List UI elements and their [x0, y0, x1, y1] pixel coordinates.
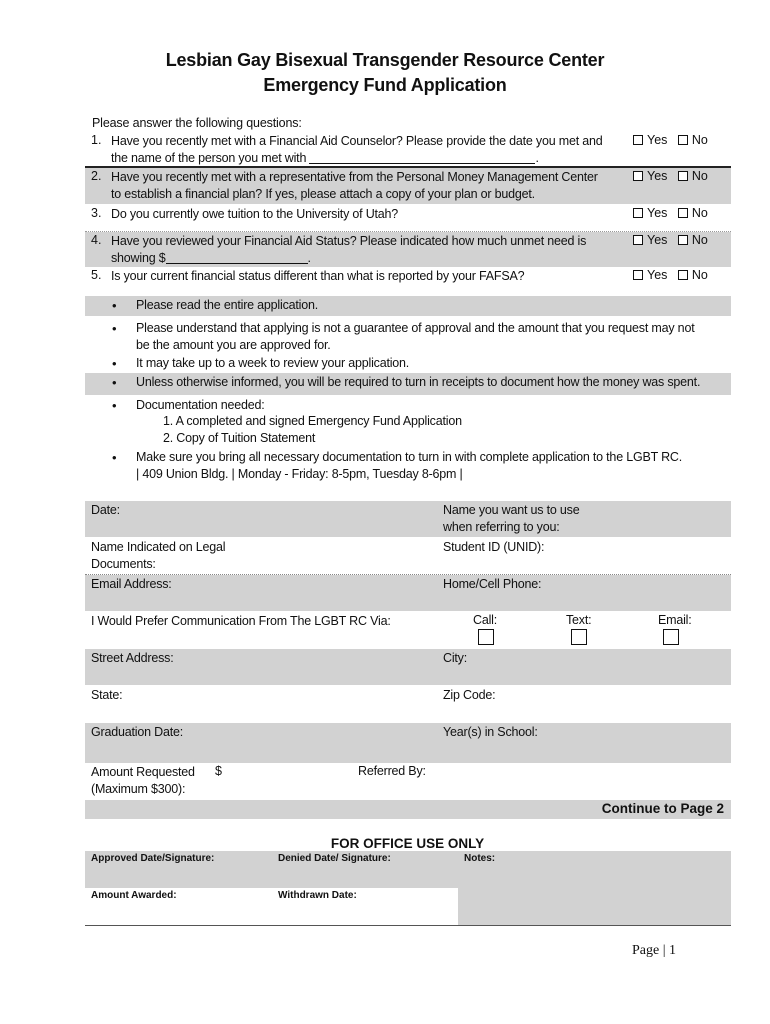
page-subtitle: Emergency Fund Application [263, 75, 507, 95]
question-text: Have you reviewed your Financial Aid Status? Please indicated how much unmet need is showing $ . [111, 234, 587, 265]
awarded-label: Amount Awarded: [91, 890, 177, 901]
yes-no-options: Yes No [633, 169, 708, 183]
date-label: Date: [91, 503, 120, 517]
student-id-label: Student ID (UNID): [443, 540, 545, 554]
question-text: Have you recently met with a representative from the Personal Money Management Center to establish a financial plan? If yes, please attach a copy of your plan or budget. [111, 170, 598, 201]
yes-checkbox[interactable] [633, 135, 643, 145]
question-text: Have you recently met with a Financial Aid Counselor? Please provide the date you met and the name of the person you met with . [111, 134, 603, 165]
zip-label: Zip Code: [443, 688, 496, 702]
question-3 [85, 205, 731, 232]
question-number: 2. [91, 169, 102, 183]
form-row-graduation [85, 723, 731, 763]
yes-no-options: Yes No [633, 233, 708, 247]
preferred-name-label: Name you want us to use when referring to you: [443, 503, 580, 534]
text-checkbox[interactable] [571, 629, 587, 645]
years-label: Year(s) in School: [443, 725, 538, 739]
instruction-item: • It may take up to a week to review your application. [112, 356, 410, 371]
instruction-item: • Please read the entire application. [85, 296, 731, 316]
form-row-state [85, 686, 731, 722]
amount-dollar-sign: $ [215, 764, 222, 778]
email-option-label: Email: [658, 613, 692, 627]
instruction-item: • Please understand that applying is not a guarantee of approval and the amount that you request may not be the amount you are approved for. [112, 321, 695, 352]
yes-checkbox[interactable] [633, 270, 643, 280]
page-title: Lesbian Gay Bisexual Transgender Resource Center [165, 50, 605, 70]
no-checkbox[interactable] [678, 270, 688, 280]
questions-intro: Please answer the following questions: [92, 116, 302, 130]
notes-label: Notes: [464, 853, 496, 864]
question-text: Do you currently owe tuition to the University of Utah? [111, 207, 399, 221]
legal-name-label: Name Indicated on Legal Documents: [91, 540, 226, 571]
instruction-item: • Unless otherwise informed, you will be required to turn in receipts to document how the money was spent. [85, 373, 731, 395]
referred-label: Referred By: [358, 764, 426, 778]
no-checkbox[interactable] [678, 208, 688, 218]
denied-label: Denied Date/ Signature: [278, 853, 391, 864]
email-checkbox[interactable] [663, 629, 679, 645]
doc-item: 1. A completed and signed Emergency Fund Application [163, 414, 462, 428]
question-number: 4. [91, 233, 102, 247]
city-label: City: [443, 651, 468, 665]
counselor-name-blank[interactable] [309, 151, 535, 164]
no-checkbox[interactable] [678, 135, 688, 145]
footer-divider [85, 925, 731, 926]
question-2 [85, 168, 731, 204]
graduation-label: Graduation Date: [91, 725, 183, 739]
form-row-communication [85, 612, 731, 648]
yes-checkbox[interactable] [633, 171, 643, 181]
amount-label: Amount Requested (Maximum $300): [91, 765, 195, 796]
question-number: 5. [91, 268, 102, 282]
unmet-need-blank[interactable] [166, 251, 308, 264]
form-row-email [85, 575, 731, 611]
doc-item: 2. Copy of Tuition Statement [163, 431, 316, 445]
state-label: State: [91, 688, 123, 702]
call-checkbox[interactable] [478, 629, 494, 645]
phone-label: Home/Cell Phone: [443, 577, 542, 591]
question-4 [85, 232, 731, 267]
question-number: 1. [91, 133, 102, 147]
yes-checkbox[interactable] [633, 208, 643, 218]
approved-label: Approved Date/Signature: [91, 853, 215, 864]
form-row-amount [85, 764, 731, 800]
office-use-section [85, 851, 731, 926]
instruction-item: • Documentation needed: [112, 398, 265, 413]
form-row-street [85, 649, 731, 685]
text-label: Text: [566, 613, 592, 627]
call-label: Call: [473, 613, 498, 627]
withdrawn-label: Withdrawn Date: [278, 890, 357, 901]
continue-label: Continue to Page 2 [601, 801, 724, 816]
question-number: 3. [91, 206, 102, 220]
no-checkbox[interactable] [678, 235, 688, 245]
no-checkbox[interactable] [678, 171, 688, 181]
office-use-title: FOR OFFICE USE ONLY [330, 836, 485, 851]
yes-no-options: Yes No [633, 268, 708, 282]
communication-pref-label: I Would Prefer Communication From The LGBT RC Via: [91, 614, 391, 628]
email-label: Email Address: [91, 577, 172, 591]
question-1 [85, 132, 731, 167]
form-row-legal-name [85, 538, 731, 575]
form-row-date [85, 501, 731, 537]
street-label: Street Address: [91, 651, 174, 665]
yes-checkbox[interactable] [633, 235, 643, 245]
continue-banner [85, 800, 731, 819]
yes-no-options: Yes No [633, 133, 708, 147]
instruction-item: • Make sure you bring all necessary documentation to turn in with complete application to the LGBT RC. | 409 Union Bldg. | Monday - Friday: 8-5pm, Tuesday 8-6pm | [112, 450, 683, 481]
yes-no-options: Yes No [633, 206, 708, 220]
page-number: Page | 1 [632, 943, 677, 958]
notes-area [458, 888, 731, 926]
question-5 [85, 268, 731, 290]
question-text: Is your current financial status different than what is reported by your FAFSA? [111, 269, 525, 283]
